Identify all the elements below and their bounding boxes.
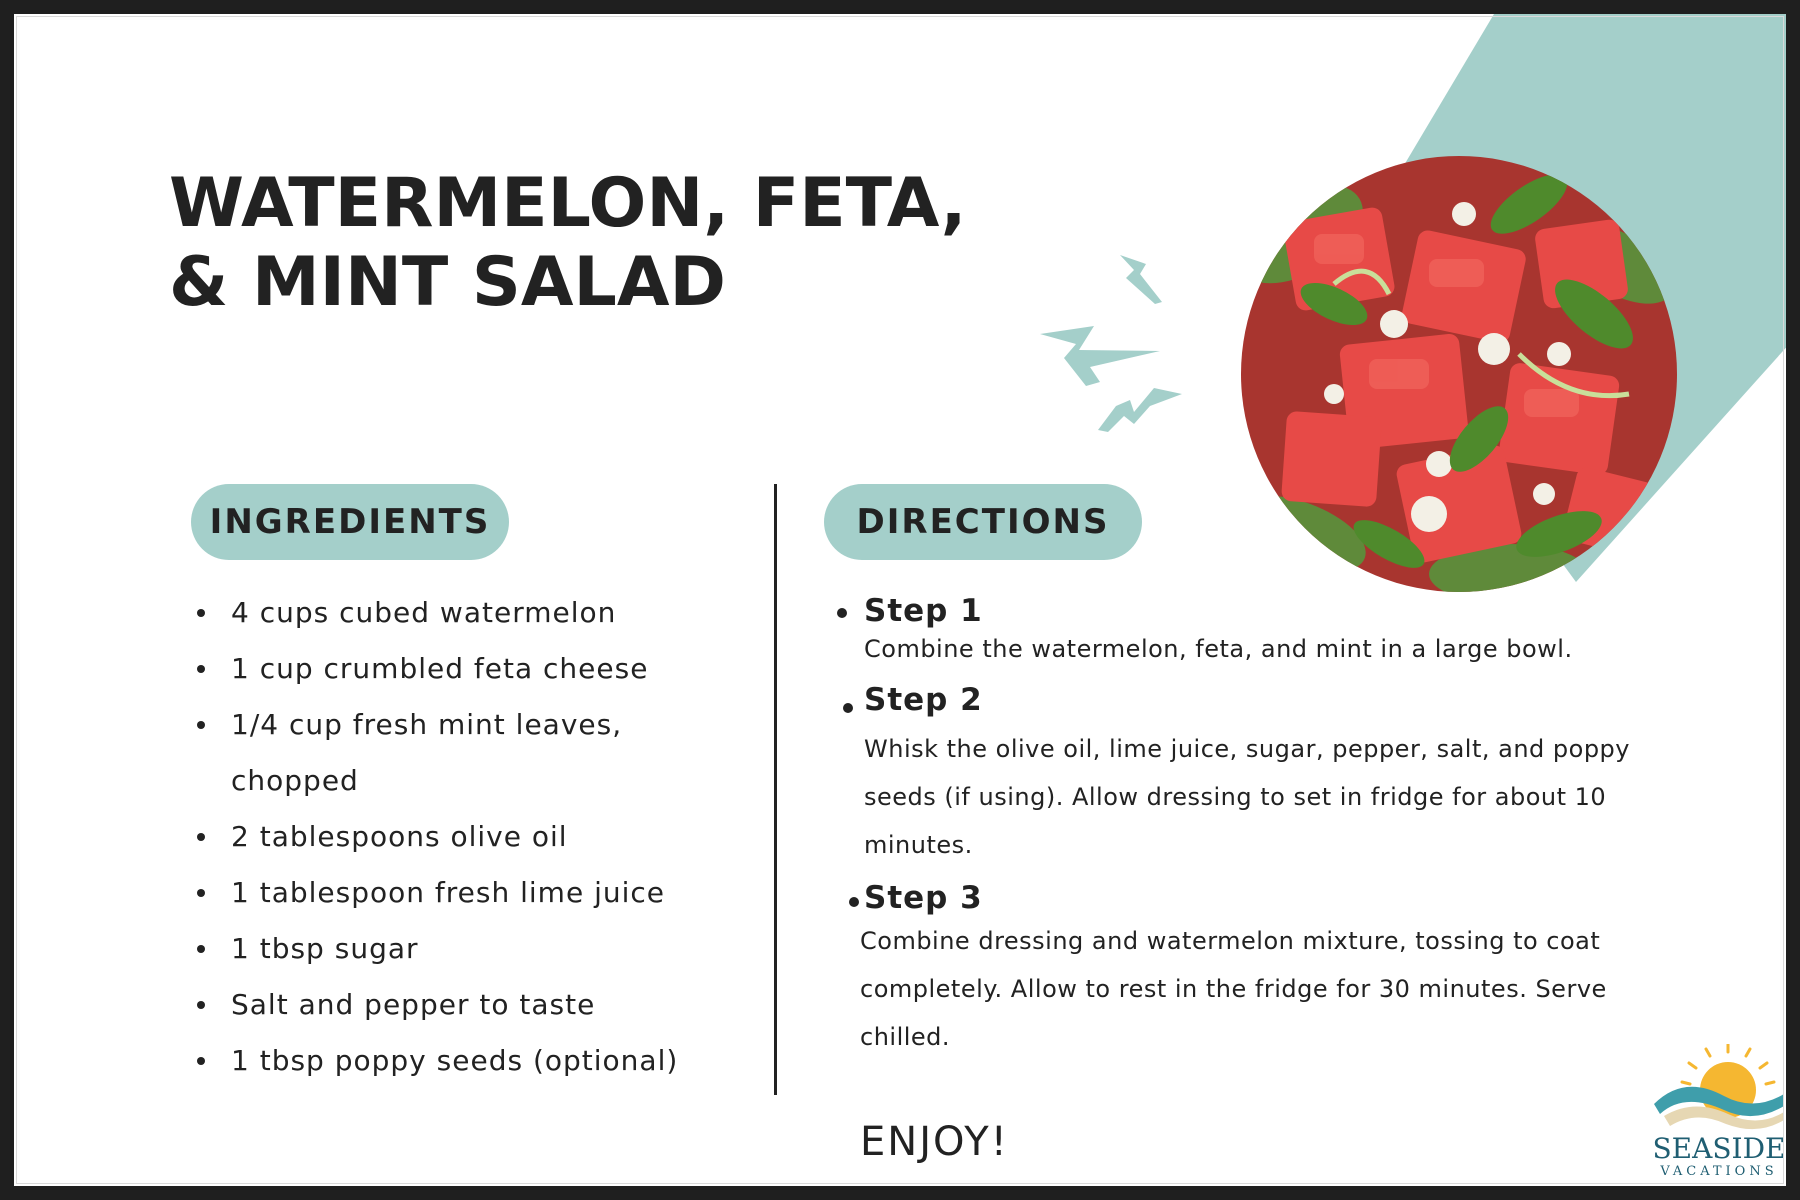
step-bullet <box>843 703 853 713</box>
closing-text: ENJOY! <box>860 1119 1009 1165</box>
direction-step-2 <box>864 681 1654 869</box>
brand-subtitle: VACATIONS <box>1660 1164 1778 1179</box>
ingredient-item: 1 tbsp poppy seeds (optional) <box>194 1033 754 1089</box>
ingredient-item: 1/4 cup fresh mint leaves, chopped <box>194 697 754 809</box>
column-divider <box>774 484 777 1095</box>
ingredient-item: 1 tbsp sugar <box>194 921 754 977</box>
recipe-title <box>169 164 966 322</box>
step-text: Whisk the olive oil, lime juice, sugar, pepper, salt, and poppy seeds (if using). Allow dressing to set in fridge for about 10 minutes. <box>864 735 1630 859</box>
step-bullet <box>849 897 859 907</box>
step-title: Step 2 <box>864 682 983 718</box>
brand-name: SEASIDE <box>1652 1132 1786 1165</box>
burst-lines-icon <box>1040 255 1182 432</box>
direction-step-1 <box>864 592 1664 668</box>
step-title: Step 1 <box>864 593 983 629</box>
recipe-title-line-2: & MINT SALAD <box>169 243 726 322</box>
step-text: Combine dressing and watermelon mixture, tossing to coat completely. Allow to rest in the fridge for 30 minutes. Serve chilled. <box>860 927 1607 1051</box>
step-bullet <box>837 608 847 618</box>
ingredient-item: 1 tablespoon fresh lime juice <box>194 865 754 921</box>
sun-wave-icon <box>1654 1044 1784 1134</box>
ingredient-item: 2 tablespoons olive oil <box>194 809 754 865</box>
recipe-title-line-1: WATERMELON, FETA, <box>169 164 967 243</box>
step-title: Step 3 <box>864 880 983 916</box>
ingredient-item: 1 cup crumbled feta cheese <box>194 641 754 697</box>
salad-photo <box>1239 154 1679 594</box>
seaside-vacations-logo <box>1644 1044 1794 1184</box>
direction-step-3 <box>860 879 1650 1061</box>
ingredient-item: 4 cups cubed watermelon <box>194 585 754 641</box>
ingredients-heading: INGREDIENTS <box>191 484 509 560</box>
ingredients-list <box>194 585 754 1089</box>
directions-heading: DIRECTIONS <box>824 484 1142 560</box>
ingredient-item: Salt and pepper to taste <box>194 977 754 1033</box>
step-text: Combine the watermelon, feta, and mint in a large bowl. <box>864 635 1573 663</box>
